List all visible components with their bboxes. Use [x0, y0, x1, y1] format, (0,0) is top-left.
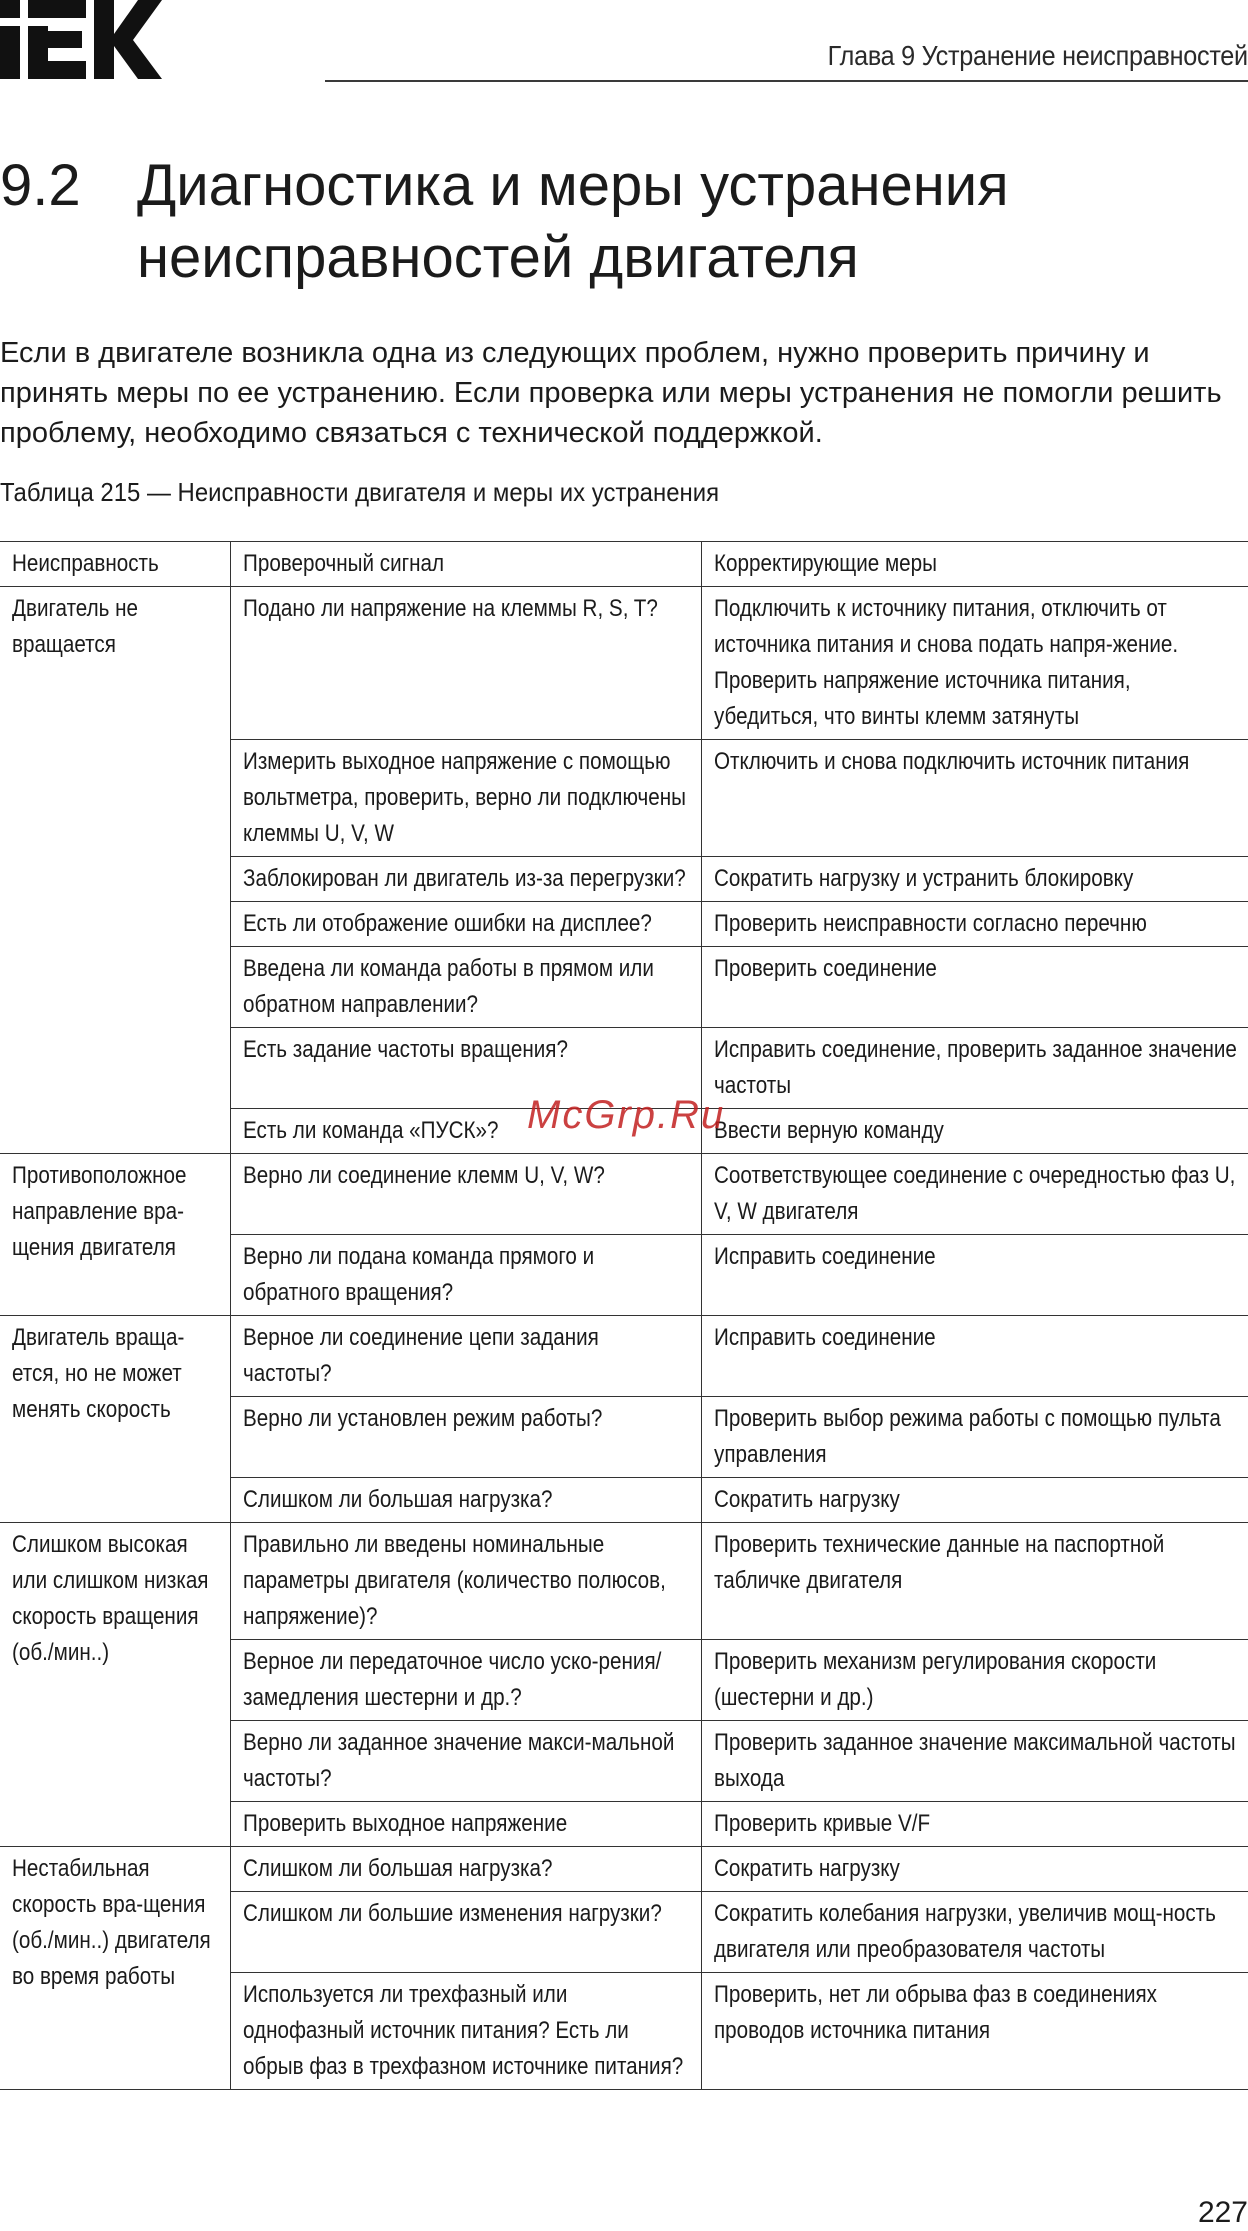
- check-cell: Измерить выходное напряжение с помощью вольтметра, проверить, верно ли подключены клеммы U, V, W: [230, 740, 701, 857]
- action-cell: Ввести верную команду: [701, 1109, 1248, 1154]
- intro-paragraph: Если в двигателе возникла одна из следующих проблем, нужно проверить причину и принять меры по ее устранению. Если проверка или меры устранения не помогли решить проблему, необходимо связаться с технической поддержкой.: [0, 337, 1222, 449]
- table-row: [0, 587, 1248, 740]
- check-cell: Подано ли напряжение на клеммы R, S, T?: [230, 587, 701, 740]
- check-cell: Есть задание частоты вращения?: [230, 1028, 701, 1109]
- watermark: McGrp.Ru: [527, 1093, 726, 1137]
- chapter-header: Глава 9 Устранение неисправностей: [827, 40, 1248, 71]
- action-cell: Сократить нагрузку и устранить блокировку: [701, 857, 1248, 902]
- action-cell: Подключить к источнику питания, отключить от источника питания и снова подать напря-жение. Проверить напряжение источника питания, убедиться, что винты клемм затянуты: [701, 587, 1248, 740]
- fault-cell: Слишком высокая или слишком низкая скорость вращения (об./мин..): [0, 1523, 230, 1847]
- table-caption: Таблица 215 — Неисправности двигателя и меры их устранения: [0, 477, 720, 507]
- check-cell: Верно ли подана команда прямого и обратного вращения?: [230, 1235, 701, 1316]
- header-check: Проверочный сигнал: [230, 542, 701, 587]
- table-row: [0, 1154, 1248, 1235]
- check-cell: Слишком ли большая нагрузка?: [230, 1847, 701, 1892]
- fault-cell: Двигатель враща-ется, но не может менять скорость: [0, 1316, 230, 1523]
- action-cell: Исправить соединение: [701, 1235, 1248, 1316]
- table-row: [0, 1316, 1248, 1397]
- check-cell: Есть ли отображение ошибки на дисплее?: [230, 902, 701, 947]
- header-fault: Неисправность: [0, 542, 230, 587]
- fault-cell: Противоположное направление вра-щения двигателя: [0, 1154, 230, 1316]
- table-row: [0, 1847, 1248, 1892]
- check-cell: Проверить выходное напряжение: [230, 1802, 701, 1847]
- action-cell: Исправить соединение: [701, 1316, 1248, 1397]
- check-cell: Верно ли соединение клемм U, V, W?: [230, 1154, 701, 1235]
- table-row: [0, 1523, 1248, 1640]
- header-action: Корректирующие меры: [701, 542, 1248, 587]
- action-cell: Сократить нагрузку: [701, 1478, 1248, 1523]
- action-cell: Исправить соединение, проверить заданное значение частоты: [701, 1028, 1248, 1109]
- iek-logo: [0, 0, 162, 79]
- action-cell: Проверить выбор режима работы с помощью пульта управления: [701, 1397, 1248, 1478]
- check-cell: Слишком ли большая нагрузка?: [230, 1478, 701, 1523]
- fault-cell: Двигатель не вращается: [0, 587, 230, 1154]
- action-cell: Проверить кривые V/F: [701, 1802, 1248, 1847]
- check-cell: Правильно ли введены номинальные параметры двигателя (количество полюсов, напряжение)?: [230, 1523, 701, 1640]
- check-cell: Используется ли трехфазный или однофазный источник питания? Есть ли обрыв фаз в трехфазном источнике питания?: [230, 1973, 701, 2090]
- check-cell: Верно ли установлен режим работы?: [230, 1397, 701, 1478]
- section-heading: Диагностика и меры устранения неисправностей двигателя: [137, 153, 1009, 290]
- fault-cell: Нестабильная скорость вра-щения (об./мин..) двигателя во время работы: [0, 1847, 230, 2090]
- action-cell: Сократить нагрузку: [701, 1847, 1248, 1892]
- action-cell: Проверить механизм регулирования скорости (шестерни и др.): [701, 1640, 1248, 1721]
- check-cell: Есть ли команда «ПУСК»?: [230, 1109, 701, 1154]
- check-cell: Введена ли команда работы в прямом или обратном направлении?: [230, 947, 701, 1028]
- action-cell: Проверить неисправности согласно перечню: [701, 902, 1248, 947]
- header-divider: [325, 80, 1248, 82]
- action-cell: Соответствующее соединение с очередностью фаз U, V, W двигателя: [701, 1154, 1248, 1235]
- check-cell: Верно ли заданное значение макси-мальной частоты?: [230, 1721, 701, 1802]
- action-cell: Проверить заданное значение максимальной частоты выхода: [701, 1721, 1248, 1802]
- check-cell: Слишком ли большие изменения нагрузки?: [230, 1892, 701, 1973]
- section-number: 9.2: [0, 153, 81, 218]
- table-header-row: [0, 542, 1248, 587]
- action-cell: Проверить соединение: [701, 947, 1248, 1028]
- action-cell: Сократить колебания нагрузки, увеличив мощ-ность двигателя или преобразователя частоты: [701, 1892, 1248, 1973]
- check-cell: Верное ли соединение цепи задания частоты?: [230, 1316, 701, 1397]
- check-cell: Заблокирован ли двигатель из-за перегрузки?: [230, 857, 701, 902]
- action-cell: Проверить, нет ли обрыва фаз в соединениях проводов источника питания: [701, 1973, 1248, 2090]
- action-cell: Проверить технические данные на паспортной табличке двигателя: [701, 1523, 1248, 1640]
- action-cell: Отключить и снова подключить источник питания: [701, 740, 1248, 857]
- check-cell: Верное ли передаточное число уско-рения/замедления шестерни и др.?: [230, 1640, 701, 1721]
- page-number: 227: [1197, 2196, 1248, 2229]
- fault-table: [0, 541, 1248, 2090]
